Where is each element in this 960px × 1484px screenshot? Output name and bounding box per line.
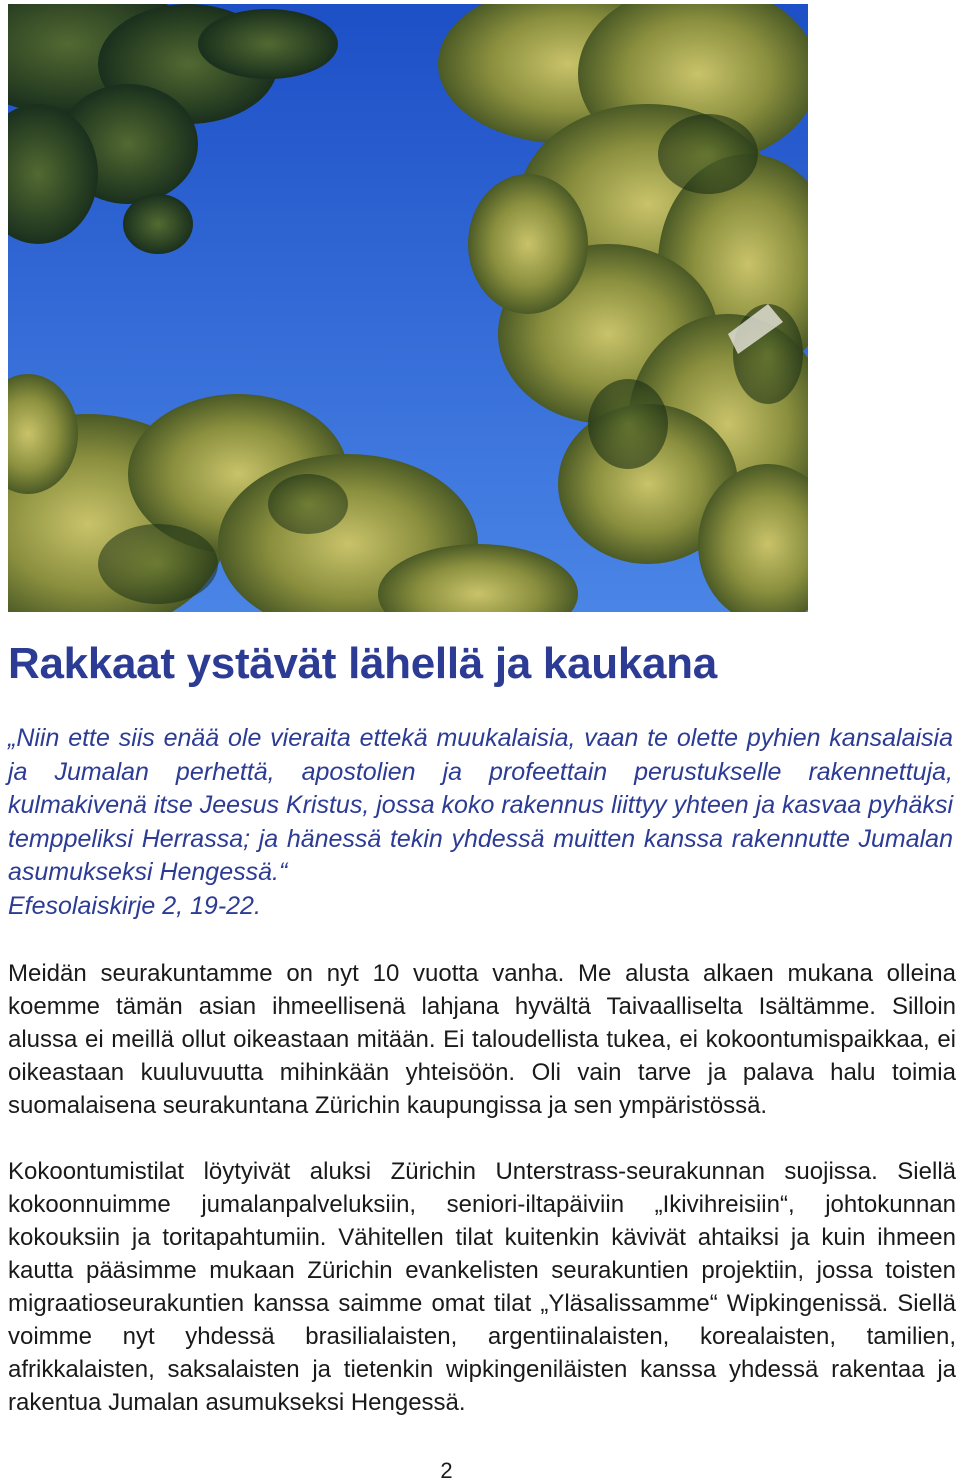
body-paragraph-2: Kokoontumistilat löytyivät aluksi Zürichin Unterstrass-seurakunnan suojissa. Siellä kokoonnuimme jumalanpalveluksiin, seniori-iltapäiviin „Ikivihreisiin“, johtokunnan kokouksiin ja toritapahtumiin. Vähitellen tilat kuitenkin kävivät ahtaiksi ja kuin ihmeen kautta pääsimme mukaan Zürichin evankelisten seurakuntien projektiin, jossa toisten migraatioseurakuntien kanssa saimme omat tilat „Yläsalissamme“ Wipkingenissä. Siellä voimme nyt yhdessä brasilialaisten, argentiinalaisten, korealaisten, tamilien, afrikkalaisten, saksalaisten ja tietenkin wipkingeniläisten kanssa yhdessä rakentaa ja rakentua Jumalan asumukseksi Hengessä. [8,1158,956,1416]
page-title: Rakkaat ystävät lähellä ja kaukana [8,639,717,688]
quote-reference: Efesolaiskirje 2, 19-22. [8,891,261,920]
page-number: 2 [440,1458,453,1483]
tree-sky-image [8,4,808,612]
birch-canopy-photo [8,4,808,612]
body-paragraph-1: Meidän seurakuntamme on nyt 10 vuotta vanha. Me alusta alkaen mukana olleina koemme tämän asian ihmeellisenä lahjana hyvältä Taivaalliselta Isältämme. Silloin alussa ei meillä ollut oikeastaan mitään. Ei taloudellista tukea, ei kokoontumispaikkaa, ei oikeastaan kuuluvuutta mihinkään yhteisöön. Oli vain tarve ja palava halu toimia suomalaisena seurakuntana Zürichin kaupungissa ja sen ympäristössä. [8,960,956,1119]
quote-text: „Niin ette siis enää ole vieraita ettekä muukalaisia, vaan te olette pyhien kansalaisia ja Jumalan perhettä, apostolien ja profeettain perustukselle rakennettuja, kulmakivenä itse Jeesus Kristus, jossa koko rakennus liittyy yhteen ja kasvaa pyhäksi temppeliksi Herrassa; ja hänessä tekin yhdessä muitten kanssa rakennutte Jumalan asumukseksi Hengessä.“ [8,724,953,886]
bible-quote [8,722,953,923]
